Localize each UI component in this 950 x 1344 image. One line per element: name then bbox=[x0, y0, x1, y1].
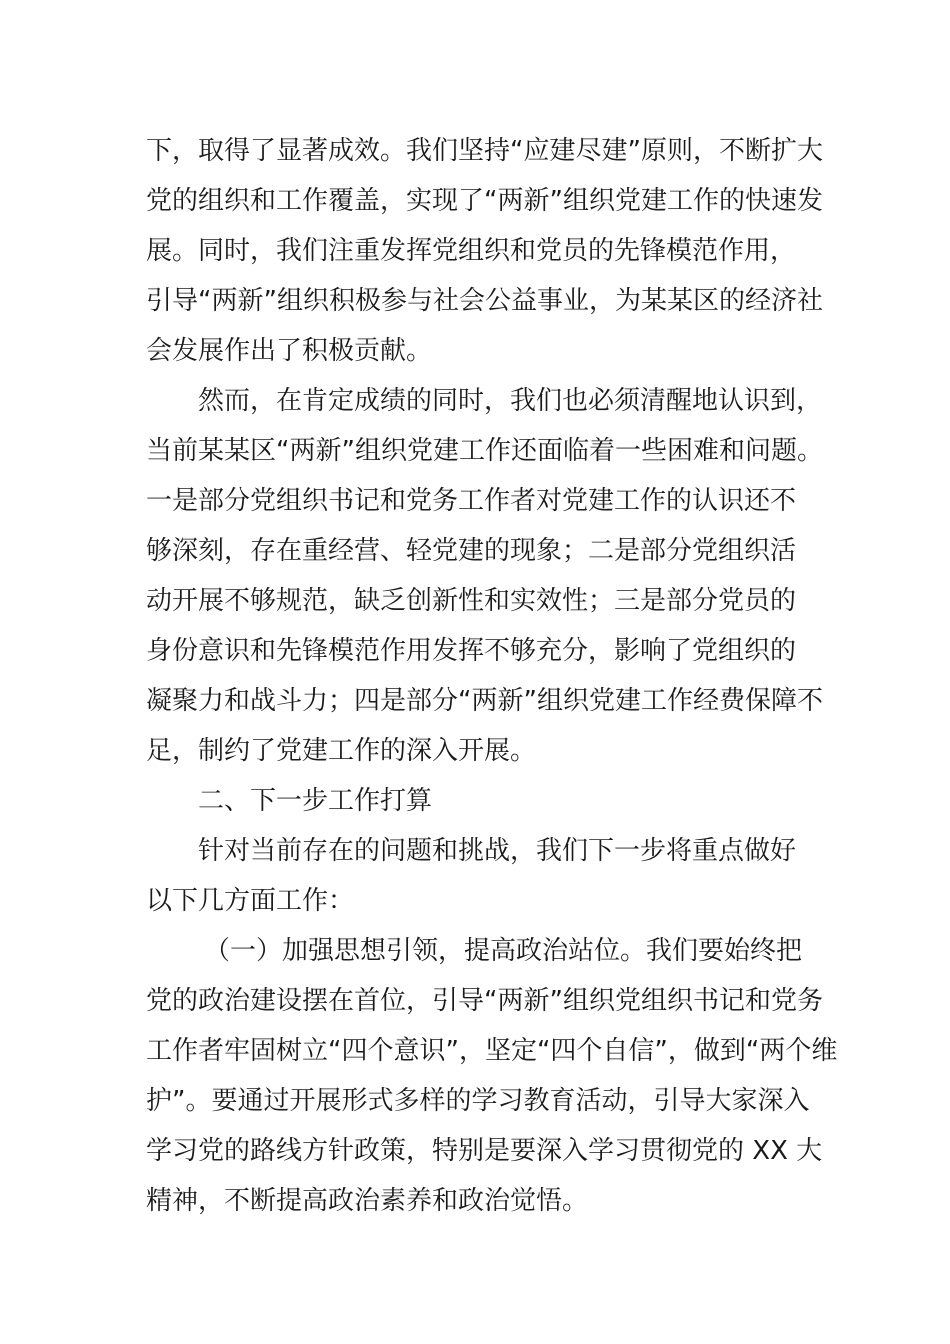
text-line: 当前某某区“两新”组织党建工作还面临着一些困难和问题。 bbox=[146, 436, 823, 466]
text-line: 会发展作出了积极贡献。 bbox=[146, 336, 433, 366]
text-line: 护”。要通过开展形式多样的学习教育活动，引导大家深入 bbox=[146, 1086, 810, 1116]
text-line: 凝聚力和战斗力；四是部分“两新”组织党建工作经费保障不 bbox=[146, 686, 823, 716]
text-line: 党的组织和工作覆盖，实现了“两新”组织党建工作的快速发 bbox=[146, 186, 823, 216]
text-line: 党的政治建设摆在首位，引导“两新”组织党组织书记和党务 bbox=[146, 986, 823, 1016]
text-line: 够深刻，存在重经营、轻党建的现象；二是部分党组织活 bbox=[146, 536, 797, 566]
text-line: 足，制约了党建工作的深入开展。 bbox=[146, 736, 537, 766]
section-heading-next-steps bbox=[146, 776, 811, 826]
text-line: 针对当前存在的问题和挑战，我们下一步将重点做好 bbox=[198, 836, 797, 866]
text-line: 引导“两新”组织积极参与社会公益事业，为某某区的经济社 bbox=[146, 286, 823, 316]
text-line: 身份意识和先锋模范作用发挥不够充分，影响了党组织的 bbox=[146, 636, 797, 666]
text-line: （一）加强思想引领，提高政治站位。我们要始终把 bbox=[204, 936, 803, 966]
text-line: 精神，不断提高政治素养和政治觉悟。 bbox=[146, 1186, 589, 1216]
text-line: 工作者牢固树立“四个意识”，坚定“四个自信”，做到“两个维 bbox=[146, 1036, 838, 1066]
paragraph-problems bbox=[146, 376, 823, 776]
text-line: 以下几方面工作： bbox=[146, 886, 355, 916]
text-line: 动开展不够规范，缺乏创新性和实效性；三是部分党员的 bbox=[146, 586, 797, 616]
text-line: 一是部分党组织书记和党务工作者对党建工作的认识还不 bbox=[146, 486, 797, 516]
text-line: 学习党的路线方针政策，特别是要深入学习贯彻党的 XX 大 bbox=[146, 1136, 823, 1166]
paragraph-intro-next-steps bbox=[146, 826, 811, 926]
text-line: 然而，在肯定成绩的同时，我们也必须清醒地认识到， bbox=[198, 386, 823, 416]
text-line: 下，取得了显著成效。我们坚持“应建尽建”原则，不断扩大 bbox=[146, 136, 823, 166]
paragraph-achievements bbox=[146, 126, 823, 376]
document-body bbox=[146, 126, 838, 1226]
paragraph-item-one bbox=[146, 926, 838, 1226]
text-line: 展。同时，我们注重发挥党组织和党员的先锋模范作用， bbox=[146, 236, 797, 266]
section-heading: 二、下一步工作打算 bbox=[198, 786, 433, 816]
